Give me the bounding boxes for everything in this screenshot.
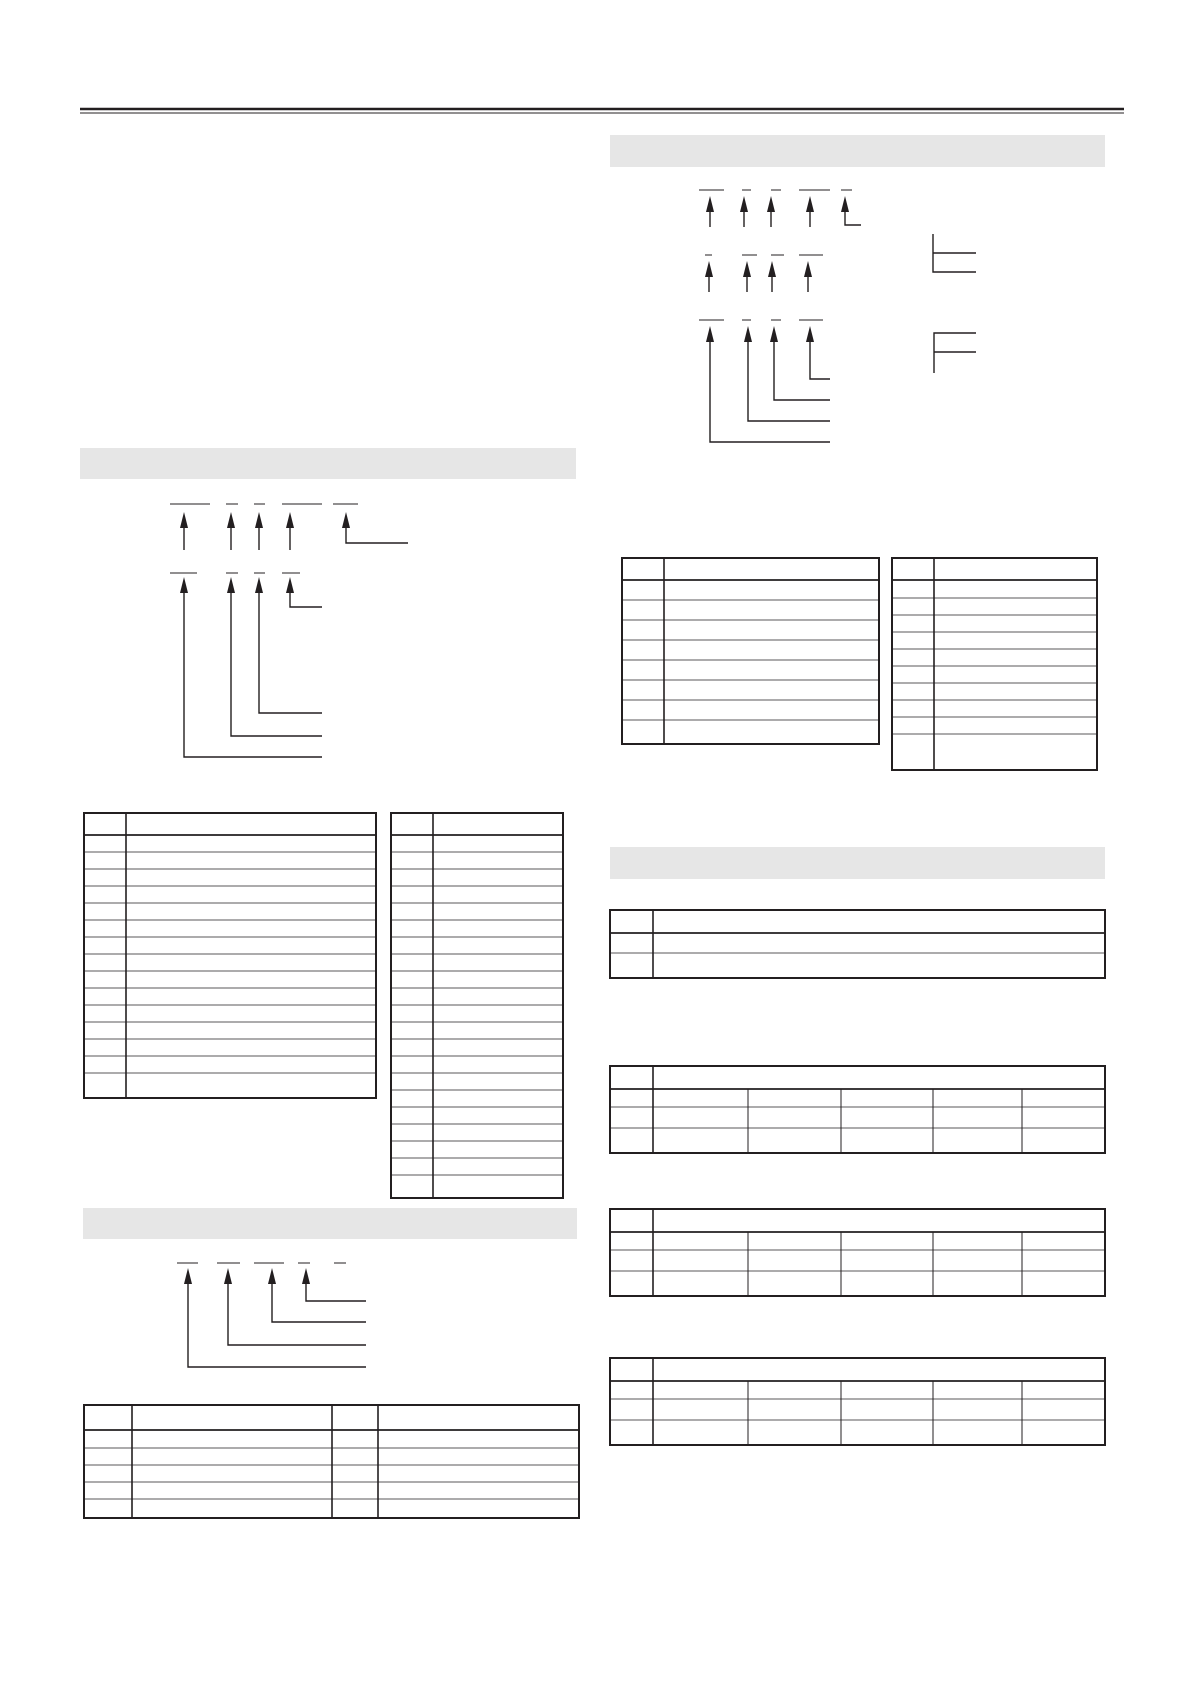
arrow-head [804, 261, 812, 277]
table-frame [610, 1358, 1105, 1445]
arrow-head [770, 326, 778, 342]
arrow-head [302, 1268, 310, 1284]
leader-line [188, 1282, 366, 1367]
bracket-line [934, 333, 976, 373]
leader-line [272, 1282, 366, 1322]
arrow-head [268, 1268, 276, 1284]
arrow-head [841, 196, 849, 212]
arrow-head [767, 196, 775, 212]
table-frame [892, 558, 1097, 770]
leader-line [748, 340, 830, 421]
arrow-head [706, 326, 714, 342]
leader-line [184, 590, 322, 757]
arrow-head [224, 1268, 232, 1284]
table-right-f [610, 1358, 1105, 1445]
leader-line [346, 526, 408, 543]
leader-line [810, 340, 830, 379]
table-left-b [391, 813, 563, 1198]
table-left-c [84, 1405, 579, 1518]
code-diagram-left-1 [170, 504, 408, 757]
arrow-head [286, 512, 294, 528]
leader-line [231, 590, 322, 736]
table-right-c [610, 910, 1105, 978]
table-right-d [610, 1066, 1105, 1153]
table-right-b [892, 558, 1097, 770]
arrow-head [227, 512, 235, 528]
arrow-head [740, 196, 748, 212]
arrow-head [806, 326, 814, 342]
table-frame [622, 558, 879, 744]
arrow-head [743, 261, 751, 277]
code-diagram-right [699, 190, 976, 442]
leader-line [710, 340, 830, 442]
arrow-head [342, 512, 350, 528]
table-frame [84, 813, 376, 1098]
table-right-a [622, 558, 879, 744]
code-diagram-left-2 [177, 1263, 366, 1367]
arrow-head [705, 261, 713, 277]
arrow-head [806, 196, 814, 212]
arrow-head [744, 326, 752, 342]
leader-line [774, 340, 830, 400]
leader-line [290, 590, 322, 607]
table-frame [610, 1066, 1105, 1153]
section-band-right-1 [610, 135, 1105, 167]
section-band-right-2 [610, 847, 1105, 879]
arrow-head [706, 196, 714, 212]
table-frame [610, 1209, 1105, 1296]
arrow-head [184, 1268, 192, 1284]
section-band-left-1 [80, 448, 576, 479]
arrow-head [180, 512, 188, 528]
leader-line [228, 1282, 366, 1345]
leader-line [259, 590, 322, 713]
leader-line [306, 1282, 366, 1301]
leader-line [845, 210, 861, 225]
arrow-head [255, 512, 263, 528]
table-left-a [84, 813, 376, 1098]
arrow-head [768, 261, 776, 277]
table-frame [391, 813, 563, 1198]
table-right-e [610, 1209, 1105, 1296]
table-frame [610, 910, 1105, 978]
section-band-left-2 [83, 1208, 577, 1239]
